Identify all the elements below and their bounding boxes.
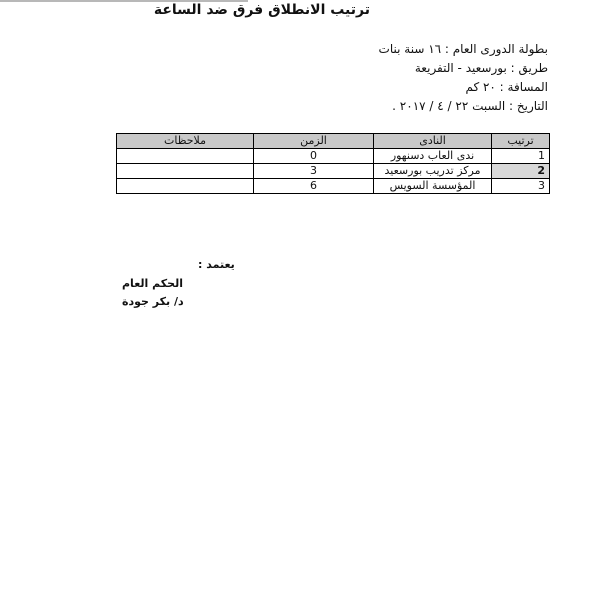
row-notes [117, 179, 254, 194]
road-line: طريق : بورسعيد - التفريعة [414, 61, 548, 75]
table-header-row [117, 134, 550, 149]
results-table [116, 133, 550, 194]
row-time: 6 [254, 179, 374, 194]
race-info [379, 40, 548, 116]
row-time: 0 [254, 149, 374, 164]
header-club: النادى [374, 134, 492, 149]
row-notes [117, 164, 254, 179]
page-title: ترتيب الانطلاق فرق ضد الساعة [153, 2, 370, 18]
row-rank: 2 [492, 164, 550, 179]
row-time: 3 [254, 164, 374, 179]
table-row [117, 149, 550, 164]
row-club: المؤسسة السويس [374, 179, 492, 194]
table-row [117, 164, 550, 179]
table-row [117, 179, 550, 194]
date-line: التاريخ : السبت ٢٢ / ٤ / ٢٠١٧ . [392, 99, 548, 113]
header-rank: ترتيب [492, 134, 550, 149]
distance-line: المسافة : ٢٠ كم [465, 80, 548, 94]
championship-line: بطولة الدورى العام : ١٦ سنة بنات [378, 42, 548, 56]
referee-title: الحكم العام [122, 277, 183, 290]
row-club: ندى العاب دسنهور [374, 149, 492, 164]
row-rank: 1 [492, 149, 550, 164]
header-time: الزمن [254, 134, 374, 149]
approval-label: يعتمد : [198, 258, 235, 271]
referee-name: د/ بكر جودة [122, 295, 184, 308]
header-notes: ملاحظات [117, 134, 254, 149]
row-notes [117, 149, 254, 164]
row-rank: 3 [492, 179, 550, 194]
row-club: مركز تدريب بورسعيد [374, 164, 492, 179]
